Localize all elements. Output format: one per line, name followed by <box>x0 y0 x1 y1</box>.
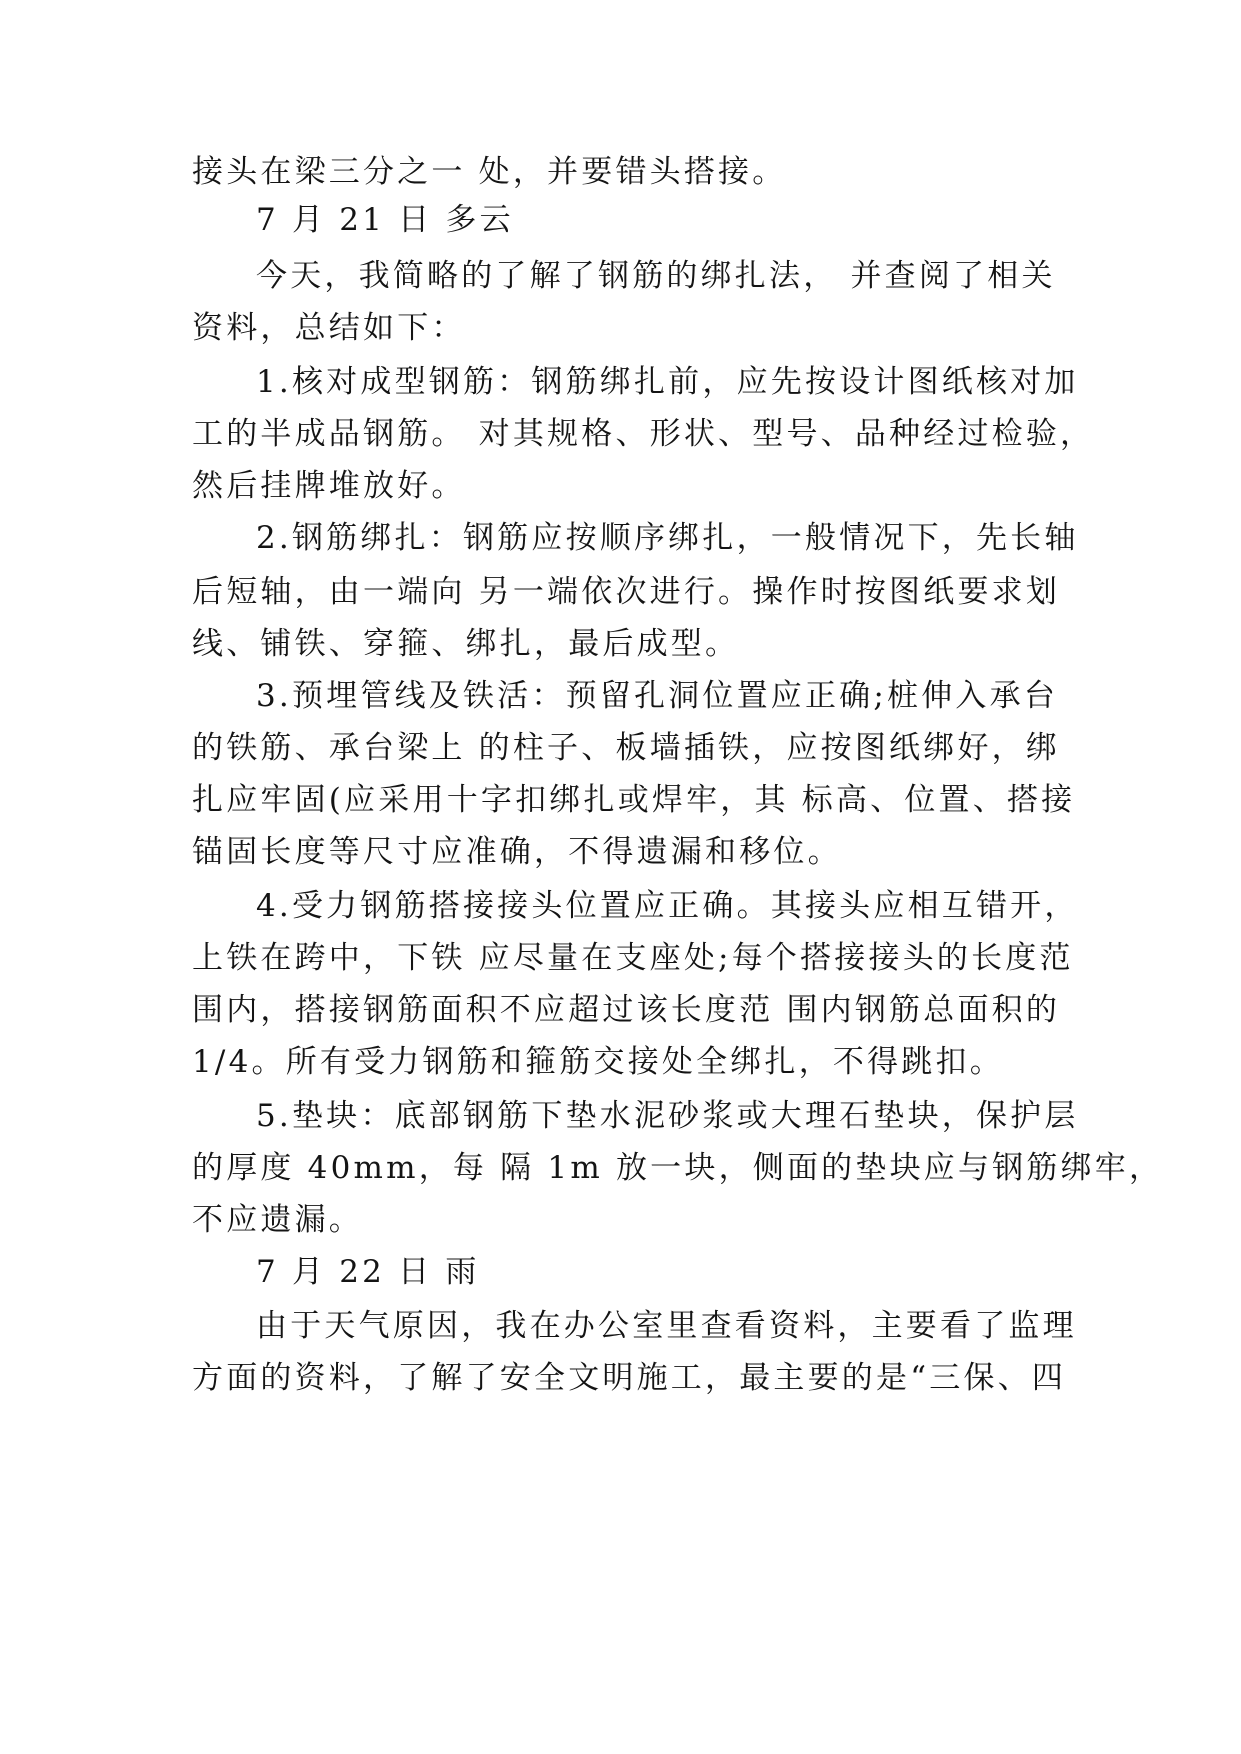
text-line: 锚固长度等尺寸应准确，不得遗漏和移位。 <box>192 834 842 870</box>
list-item: 3.预埋管线及铁活：预留孔洞位置应正确;桩伸入承台 <box>256 678 1059 714</box>
text-line: 扎应牢固(应采用十字扣绑扎或焊牢，其 标高、位置、搭接 <box>192 782 1076 818</box>
text-line: 由于天气原因，我在办公室里查看资料，主要看了监理 <box>256 1308 1077 1344</box>
text-line: 围内，搭接钢筋面积不应超过该长度范 围内钢筋总面积的 <box>192 992 1061 1028</box>
text-line: 的厚度 40mm，每 隔 1m 放一块，侧面的垫块应与钢筋绑牢， <box>192 1150 1164 1186</box>
text-line: 工的半成品钢筋。 对其规格、形状、型号、品种经过检验， <box>192 416 1095 452</box>
list-item: 5.垫块：底部钢筋下垫水泥砂浆或大理石垫块，保护层 <box>256 1098 1079 1134</box>
text-line: 的铁筋、承台梁上 的柱子、板墙插铁，应按图纸绑好，绑 <box>192 730 1061 766</box>
text-line: 然后挂牌堆放好。 <box>192 468 466 504</box>
text-line: 今天，我简略的了解了钢筋的绑扎法， 并查阅了相关 <box>256 258 1056 294</box>
text-line: 1/4。所有受力钢筋和箍筋交接处全绑扎，不得跳扣。 <box>192 1044 1004 1080</box>
text-line: 不应遗漏。 <box>192 1202 363 1238</box>
date-heading: 7 月 22 日 雨 <box>256 1254 480 1290</box>
text-line: 上铁在跨中，下铁 应尽量在支座处;每个搭接接头的长度范 <box>192 940 1074 976</box>
text-line: 资料，总结如下： <box>192 310 466 346</box>
date-heading: 7 月 21 日 多云 <box>256 202 514 238</box>
text-line: 接头在梁三分之一 处，并要错头搭接。 <box>192 154 787 190</box>
text-line: 后短轴，由一端向 另一端依次进行。操作时按图纸要求划 <box>192 574 1061 610</box>
list-item: 2.钢筋绑扎：钢筋应按顺序绑扎，一般情况下，先长轴 <box>256 520 1079 556</box>
text-line: 方面的资料，了解了安全文明施工，最主要的是“三保、四 <box>192 1360 1067 1396</box>
text-line: 线、铺铁、穿箍、绑扎，最后成型。 <box>192 626 740 662</box>
list-item: 1.核对成型钢筋：钢筋绑扎前，应先按设计图纸核对加 <box>256 364 1079 400</box>
list-item: 4.受力钢筋搭接接头位置应正确。其接头应相互错开， <box>256 888 1079 924</box>
